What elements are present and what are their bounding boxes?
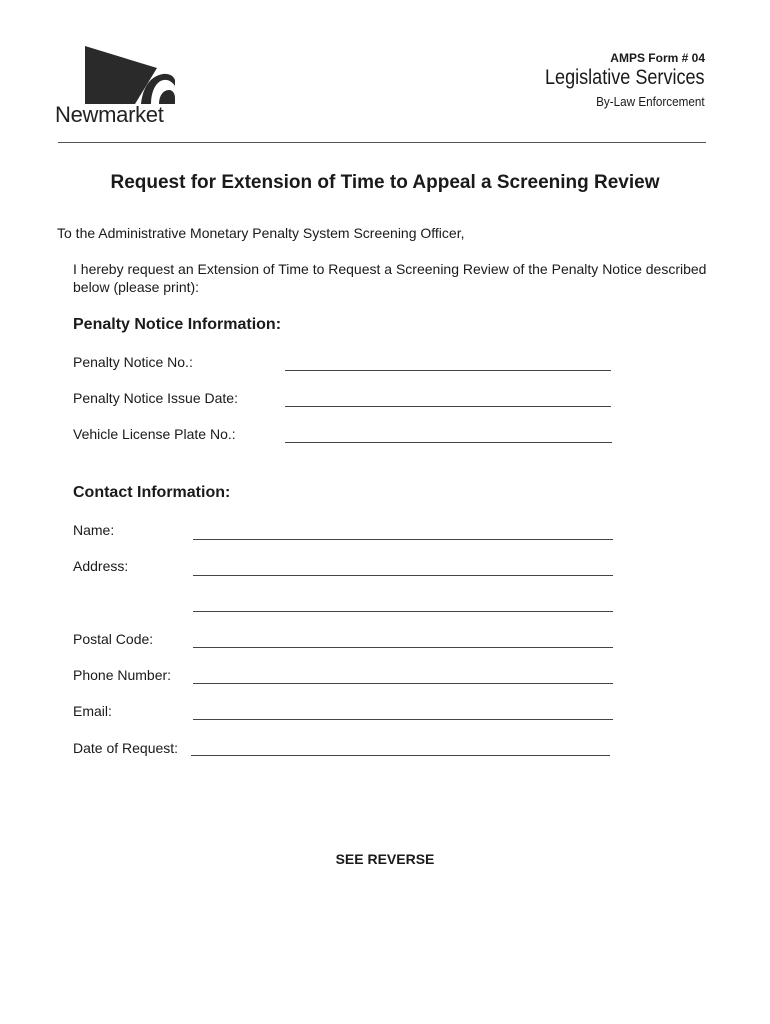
penalty-issue-date-label: Penalty Notice Issue Date: <box>73 390 238 406</box>
logo-wordmark: Newmarket <box>55 102 164 127</box>
division-name: By-Law Enforcement <box>596 94 705 109</box>
address-field-line-1[interactable] <box>193 575 613 576</box>
contact-section-heading: Contact Information: <box>73 484 231 501</box>
date-of-request-label: Date of Request: <box>73 740 179 756</box>
greeting: To the Administrative Monetary Penalty System Screening Officer, <box>57 225 465 241</box>
phone-number-field[interactable] <box>193 683 613 684</box>
penalty-section-heading: Penalty Notice Information: <box>73 316 282 333</box>
header-divider <box>58 142 706 143</box>
postal-code-field[interactable] <box>193 647 613 648</box>
date-of-request-field[interactable] <box>191 755 610 756</box>
name-label: Name: <box>73 522 115 538</box>
penalty-notice-no-label: Penalty Notice No.: <box>73 354 193 370</box>
newmarket-logo-icon <box>85 46 175 106</box>
email-field[interactable] <box>193 719 613 720</box>
email-label: Email: <box>73 703 112 719</box>
penalty-notice-no-field[interactable] <box>285 370 611 371</box>
license-plate-label: Vehicle License Plate No.: <box>73 426 236 442</box>
page-title: Request for Extension of Time to Appeal a Screening Review <box>110 172 660 193</box>
phone-number-label: Phone Number: <box>73 667 172 683</box>
intro-paragraph: I hereby request an Extension of Time to Request a Screening Review of the Penalty Notice described below (please print): <box>73 261 707 295</box>
newmarket-logo <box>55 46 180 128</box>
postal-code-label: Postal Code: <box>73 631 154 647</box>
department-name: Legislative Services <box>545 66 705 89</box>
form-number: AMPS Form # 04 <box>610 51 705 65</box>
license-plate-field[interactable] <box>285 442 612 443</box>
penalty-issue-date-field[interactable] <box>285 406 611 407</box>
address-field-line-2[interactable] <box>193 611 613 612</box>
address-label: Address: <box>73 558 129 574</box>
see-reverse-note: SEE REVERSE <box>335 851 435 867</box>
name-field[interactable] <box>193 539 613 540</box>
